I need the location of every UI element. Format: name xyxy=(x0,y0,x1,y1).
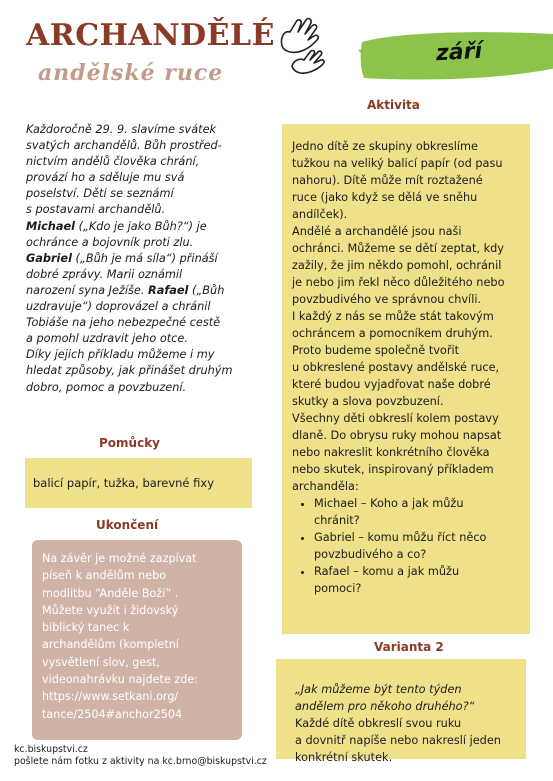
intro-text-span: narození syna Ježíše. xyxy=(26,283,149,297)
ukonceni-line: píseň k andělům nebo xyxy=(42,569,167,583)
intro-text-span: nictvím andělů člověka chrání, xyxy=(26,155,200,169)
intro-line xyxy=(26,170,266,186)
varianta-text xyxy=(295,681,520,766)
intro-line xyxy=(26,138,266,154)
ukonceni-line: videonahrávku najdete zde: xyxy=(42,673,198,687)
ukonceni-line: https://www.setkani.org/ xyxy=(42,690,179,704)
aktivita-line: Andělé a archandělé jsou naši xyxy=(292,225,462,238)
intro-text-span: uzdravuje“) doprovázel a chránil xyxy=(26,300,211,314)
aktivita-line: je nebo jim řekl něco důležitého nebo xyxy=(292,276,505,289)
intro-text-span: Tobiáše na jeho nebezpečné cestě xyxy=(26,316,221,330)
intro-text-span: Každoročně 29. 9. slavíme svátek xyxy=(26,123,217,136)
ukonceni-line: archandělům (kompletní xyxy=(42,638,179,652)
ukonceni-line: modlitbu “Anděle Boží” . xyxy=(42,586,179,600)
intro-line xyxy=(26,315,266,331)
intro-text-span: („Kdo je jako Bůh?“) je xyxy=(75,219,207,233)
ukonceni-line: Můžete využít i židovský xyxy=(42,603,179,617)
aktivita-line: andílček). xyxy=(292,208,348,221)
archangel-name: Gabriel xyxy=(26,251,72,265)
aktivita-line: které budou vyjadřovat naše dobré xyxy=(292,378,491,391)
ukonceni-line: vysvětlení slov, gest, xyxy=(42,655,160,669)
intro-text-span: a pomohl uzdravit jeho otce. xyxy=(26,332,188,346)
intro-text-span: hledat způsoby, jak přinášet druhým xyxy=(26,364,233,378)
aktivita-line: ochránci. Můžeme se dětí zeptat, kdy xyxy=(292,242,504,255)
intro-line xyxy=(26,154,266,170)
varianta-question xyxy=(295,681,520,715)
aktivita-line: skutky a slova povzbuzení. xyxy=(292,395,444,408)
hands-icon xyxy=(274,16,334,82)
varianta-line: a dovnitř napíše nebo nakreslí jeden xyxy=(295,734,501,747)
varianta-instructions xyxy=(295,715,520,766)
intro-text-span: poselství. Děti se seznámí xyxy=(26,187,174,201)
question-line: „Jak můžeme být tento týden xyxy=(295,683,462,696)
intro-line xyxy=(26,299,266,315)
aktivita-line: ruce (jako když se dělá ve sněhu xyxy=(292,191,478,204)
aktivita-line: archanděla: xyxy=(292,480,359,493)
aktivita-line: I každý z nás se může stát takovým xyxy=(292,310,494,323)
ukonceni-line: tance/2504#anchor2504 xyxy=(42,707,183,721)
intro-text-span: ochránce a bojovník proti zlu. xyxy=(26,235,194,249)
aktivita-line: dlaně. Do obrysu ruky mohou napsat xyxy=(292,429,502,442)
footer-note: pošlete nám fotku z aktivity na kc.brno@biskupstvi.cz xyxy=(14,755,267,767)
intro-line xyxy=(26,251,266,267)
aktivita-line: u obkreslené postavy andělské ruce, xyxy=(292,361,500,374)
intro-text-span: provází ho a sděluje mu svá xyxy=(26,171,185,185)
aktivita-bullet-list xyxy=(292,495,528,597)
ukonceni-heading: Ukončení xyxy=(96,518,159,532)
intro-line xyxy=(26,122,266,138)
bullet-line: povzbudivého a co? xyxy=(314,548,427,561)
intro-text-span: Díky jejich příkladu můžeme i my xyxy=(26,348,215,362)
aktivita-line: tužkou na veliký balicí papír (od pasu xyxy=(292,157,503,170)
bullet-line: • Rafael – komu a jak můžu xyxy=(314,565,460,578)
month-label: září xyxy=(435,38,483,67)
ukonceni-line: Na závěr je možné zazpívat xyxy=(42,552,197,565)
aktivita-line: povzbudivého ve správnou chvíli. xyxy=(292,293,482,306)
pomucky-text: balicí papír, tužka, barevné fixy xyxy=(33,476,215,490)
ukonceni-line: biblický tanec k xyxy=(42,621,130,635)
bullet-line: • Michael – Koho a jak můžu xyxy=(314,497,464,510)
aktivita-line: zažily, že jim někdo pomohl, ochránil xyxy=(292,259,502,272)
aktivita-heading: Aktivita xyxy=(367,98,420,112)
ukonceni-box xyxy=(32,540,242,740)
intro-text-span: dobré zprávy. Marii oznámil xyxy=(26,267,183,281)
question-line: andělem pro někoho druhého?“ xyxy=(295,700,475,713)
varianta-box xyxy=(276,659,526,764)
intro-text-span: dobro, pomoc a povzbuzení. xyxy=(26,380,187,394)
intro-text-span: svatých archandělů. Bůh prostřed- xyxy=(26,139,222,153)
page-title: ARCHANDĚLÉ xyxy=(26,18,275,53)
ukonceni-text xyxy=(42,550,237,723)
archangel-name: Rafael xyxy=(148,283,189,297)
bullet-line: pomoci? xyxy=(314,582,362,595)
intro-text-span: („Bůh xyxy=(188,283,225,297)
intro-line xyxy=(26,202,266,218)
aktivita-text xyxy=(292,138,528,597)
bullet-line: chránit? xyxy=(314,514,360,527)
bullet-line: • Gabriel – komu můžu říct něco xyxy=(314,531,487,544)
aktivita-line: Proto budeme společně tvořit xyxy=(292,344,460,357)
aktivita-line: nahoru). Dítě může mít roztažené xyxy=(292,174,483,187)
footer xyxy=(14,744,267,767)
aktivita-bullet-item xyxy=(314,563,528,597)
aktivita-bullet-item xyxy=(314,495,528,529)
pomucky-box xyxy=(25,458,252,508)
intro-line xyxy=(26,267,266,283)
intro-line xyxy=(26,235,266,251)
footer-site-link[interactable]: kc.biskupstvi.cz xyxy=(14,744,88,755)
aktivita-line: Všechny děti obkreslí kolem postavy xyxy=(292,412,499,425)
archangel-name: Michael xyxy=(26,219,76,233)
aktivita-bullet-item xyxy=(314,529,528,563)
intro-line xyxy=(26,283,266,299)
aktivita-line: nebo nakreslit konkrétního člověka xyxy=(292,446,490,459)
pomucky-heading: Pomůcky xyxy=(99,436,161,450)
intro-text-span: („Bůh je má síla“) přináší xyxy=(71,251,218,265)
intro-line xyxy=(26,347,266,363)
intro-line xyxy=(26,363,266,379)
intro-line xyxy=(26,380,266,396)
aktivita-line: nebo skutek, inspirovaný příkladem xyxy=(292,463,494,476)
intro-line xyxy=(26,219,266,235)
varianta-line: Každé dítě obkreslí svou ruku xyxy=(295,717,462,730)
aktivita-line: Jedno dítě ze skupiny obkreslíme xyxy=(292,140,478,153)
aktivita-paragraphs xyxy=(292,138,528,495)
varianta-heading: Varianta 2 xyxy=(374,640,444,654)
aktivita-line: ochráncem a pomocníkem druhým. xyxy=(292,327,493,340)
intro-text xyxy=(26,122,266,396)
aktivita-box xyxy=(282,124,530,634)
varianta-line: konkrétní skutek. xyxy=(295,751,393,764)
intro-line xyxy=(26,331,266,347)
page-subtitle: andělské ruce xyxy=(38,60,224,86)
intro-text-span: s postavami archandělů. xyxy=(26,203,166,217)
intro-line xyxy=(26,186,266,202)
